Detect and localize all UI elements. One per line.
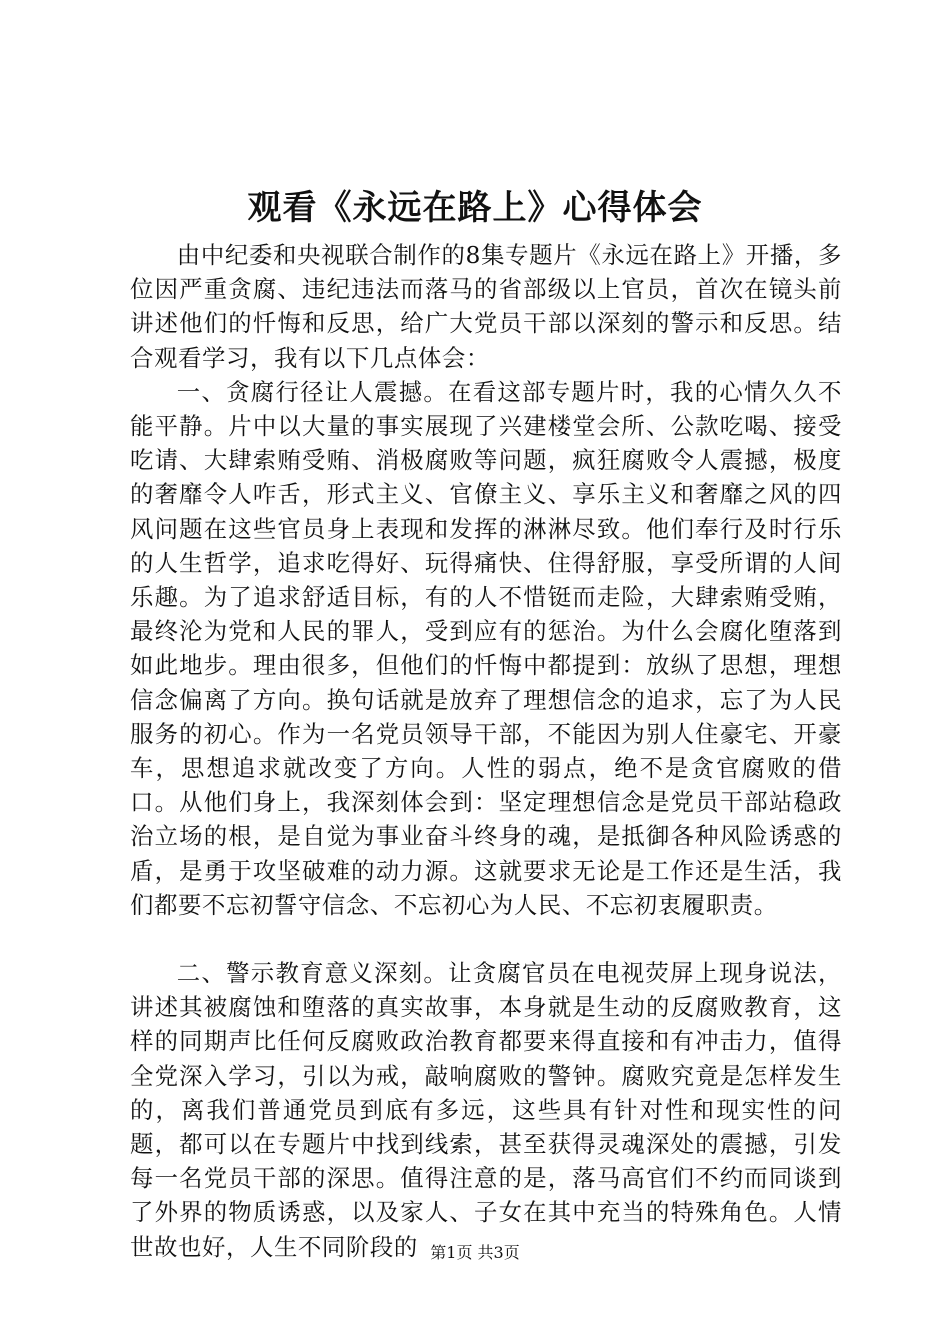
document-title: 观看《永远在路上》心得体会: [247, 188, 703, 228]
page-footer: 第1页 共3页: [430, 1243, 520, 1262]
paragraph-point-two: 二、警示教育意义深刻。让贪腐官员在电视荧屏上现身说法，讲述其被腐蚀和堕落的真实故事，本身就是生动的反腐败教育，这样的同期声比任何反腐败政治教育都要来得直接和有冲击力，值得全党深入学习，引以为戒，敲响腐败的警钟。腐败究竟是怎样发生的，离我们普通党员到底有多远，这些具有针对性和现实性的问题，都可以在专题片中找到线索，甚至获得灵魂深处的震撼，引发每一名党员干部的深思。值得注意的是，落马高官们不约而同谈到了外界的物质诱惑，以及家人、子女在其中充当的特殊角色。人情世故也好，人生不同阶段的: [130, 959, 842, 1261]
paragraph-intro: 由中纪委和央视联合制作的8集专题片《永远在路上》开播，多位因严重贪腐、违纪违法而落马的省部级以上官员，首次在镜头前讲述他们的忏悔和反思，给广大党员干部以深刻的警示和反思。结合观看学习，我有以下几点体会：: [130, 241, 842, 372]
paragraph-point-one: 一、贪腐行径让人震撼。在看这部专题片时，我的心情久久不能平静。片中以大量的事实展现了兴建楼堂会所、公款吃喝、接受吃请、大肆索贿受贿、消极腐败等问题，疯狂腐败令人震撼，极度的奢靡令人咋舌，形式主义、官僚主义、享乐主义和奢靡之风的四风问题在这些官员身上表现和发挥的淋淋尽致。他们奉行及时行乐的人生哲学，追求吃得好、玩得痛快、住得舒服，享受所谓的人间乐趣。为了追求舒适目标，有的人不惜铤而走险，大肆索贿受贿，最终沦为党和人民的罪人，受到应有的惩治。为什么会腐化堕落到如此地步。理由很多，但他们的忏悔中都提到：放纵了思想，理想信念偏离了方向。换句话就是放弃了理想信念的追求，忘了为人民服务的初心。作为一名党员领导干部，不能因为别人住豪宅、开豪车，思想追求就改变了方向。人性的弱点，绝不是贪官腐败的借口。从他们身上，我深刻体会到：坚定理想信念是党员干部站稳政治立场的根，是自觉为事业奋斗终身的魂，是抵御各种风险诱惑的盾，是勇于攻坚破难的动力源。这就要求无论是工作还是生活，我们都要不忘初誓守信念、不忘初心为人民、不忘初衷履职责。: [130, 377, 842, 919]
document-body: [130, 238, 842, 1264]
